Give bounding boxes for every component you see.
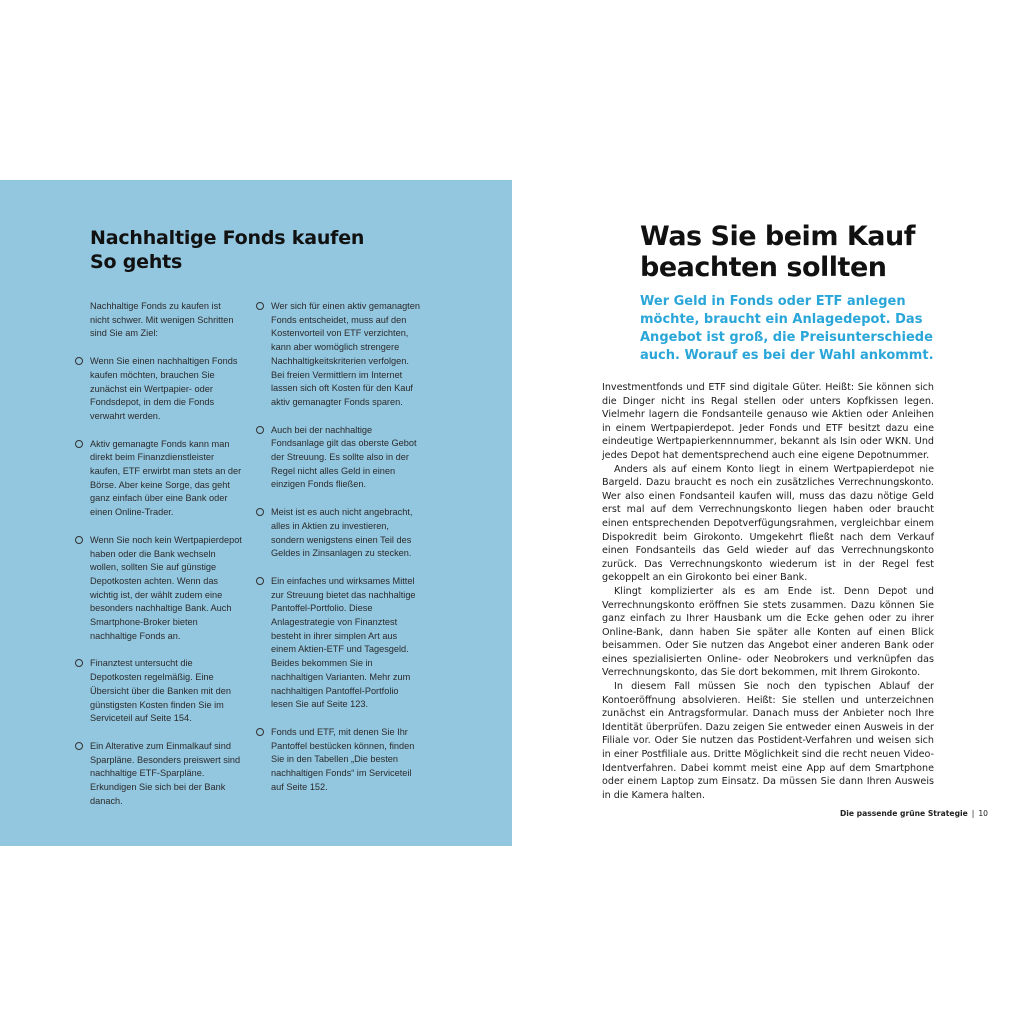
checklist-item <box>271 300 423 410</box>
article-paragraph: Investmentfonds und ETF sind digitale Güter. Heißt: Sie können sich die Dinger nicht ins Regal stellen oder unters Kopfkissen legen. Vielmehr lagern die Fondsanteile genauso wie Aktien oder Anleihen in einem Wertpapierdepot. Jeder Fonds und ETF besitzt dazu eine eindeutige Wertpapierkennnummer, bekannt als Isin oder WKN. Und jedes Depot hat dementsprechend auch eine eigene Depotnummer. <box>602 382 934 461</box>
checklist-item <box>271 506 423 561</box>
info-box-column-2 <box>271 300 423 809</box>
footer-section-title: Die passende grüne Strategie <box>839 809 968 818</box>
circle-bullet-icon <box>75 440 83 448</box>
checklist-item-text: Ein Alterative zum Einmalkauf sind Sparpläne. Besonders preiswert sind nachhaltige ETF-Sparpläne. Erkundigen Sie sich bei der Bank danach. <box>90 740 241 806</box>
circle-bullet-icon <box>256 728 264 736</box>
article-body <box>602 381 934 802</box>
info-box-heading <box>90 226 450 274</box>
checklist-item-text: Meist ist es auch nicht angebracht, alles in Aktien zu investieren, sondern wenigstens einen Teil des Geldes in Zinsanlagen zu stecken. <box>271 507 413 559</box>
info-box-column-1 <box>90 300 242 823</box>
checklist-item <box>271 575 423 712</box>
checklist-item <box>90 355 242 424</box>
checklist-item <box>90 438 242 520</box>
page-number: 10 <box>978 809 988 818</box>
page-footer <box>840 809 988 818</box>
checklist-item-text: Auch bei der nachhaltige Fondsanlage gilt das oberste Gebot der Streuung. Es sollte also in der Regel nicht alles Geld in einen einzigen Fonds fließen. <box>271 424 417 490</box>
circle-bullet-icon <box>256 426 264 434</box>
checklist-item-text: Wer sich für einen aktiv gemanagten Fonds entscheidet, muss auf den Kostenvorteil von ETF verzichten, kann aber womöglich strengere Nachhaltigkeitskriterien verfolgen. Bei freien Vermittlern im Internet lassen sich oft Kosten für den Kauf aktiv gemanagter Fonds sparen. <box>271 301 420 407</box>
info-box-heading-line-1: Nachhaltige Fonds kaufen <box>90 227 365 249</box>
circle-bullet-icon <box>75 742 83 750</box>
info-box-intro: Nachhaltige Fonds zu kaufen ist nicht schwer. Mit wenigen Schritten sind Sie am Ziel: <box>90 301 234 339</box>
circle-bullet-icon <box>256 302 264 310</box>
article-heading-line-1: Was Sie beim Kauf <box>640 221 915 252</box>
checklist-item <box>271 424 423 493</box>
article-heading-line-2: beachten sollten <box>640 252 887 283</box>
checklist-item-text: Wenn Sie einen nachhaltigen Fonds kaufen möchten, brauchen Sie zunächst ein Wertpapier- oder Fondsdepot, in dem die Fonds verwahrt werden. <box>90 356 238 421</box>
article-lead: Wer Geld in Fonds oder ETF anlegen möchte, braucht ein Anlagedepot. Das Angebot ist groß, die Preisunterschiede auch. Worauf es bei der Wahl ankommt. <box>640 294 934 363</box>
checklist-item <box>271 726 423 795</box>
checklist-item-text: Finanztest untersucht die Depotkosten regelmäßig. Eine Übersicht über die Banken mit den günstigsten Kosten finden Sie im Serviceteil auf Seite 154. <box>90 658 231 724</box>
info-box-heading-line-2: So gehts <box>90 251 183 273</box>
checklist-item-text: Aktiv gemanagte Fonds kann man direkt beim Finanzdienstleister kaufen, ETF erwirbt man stets an der Börse. Aber keine Sorge, das geht ganz einfach über eine Bank oder einen Online-Trader. <box>90 438 242 518</box>
checklist-item-text: Ein einfaches und wirksames Mittel zur Streuung bietet das nachhaltige Pantoffel-Portfolio. Diese Anlagestrategie von Finanztest besteht in ihrer simplen Art aus einem Aktien-ETF und Tagesgeld. Beides bekommen Sie in nachhaltigen Varianten. Mehr zum nachhaltigen Pantoffel-Portfolio lesen Sie auf Seite 123. <box>271 575 416 710</box>
article-paragraph: Klingt komplizierter als es am Ende ist. Denn Depot und Verrechnungskonto eröffnen Sie stets zusammen. Dazu können Sie ganz einfach zu Ihrer Hausbank um die Ecke gehen oder zu ihrer Online-Bank, dann haben Sie später alle Konten auf einen Blick beisammen. Oder Sie nutzen das Angebot einer anderen Bank oder eines spezialisierten Online- oder Neobrokers und verknüpfen das Verrechnungskonto, das Sie dort bekommen, mit Ihrem Girokonto. <box>602 585 934 679</box>
article-heading <box>640 221 970 283</box>
checklist-item <box>90 740 242 809</box>
checklist-item-text: Fonds und ETF, mit denen Sie Ihr Pantoffel bestücken können, finden Sie in den Tabellen „Die besten nachhaltigen Fonds“ im Serviceteil auf Seite 152. <box>271 726 415 792</box>
circle-bullet-icon <box>75 536 83 544</box>
footer-separator: | <box>971 809 975 818</box>
article-paragraph: In diesem Fall müssen Sie noch den typischen Ablauf der Kontoeröffnung absolvieren. Heißt: Sie stellen und unterzeichnen zunächst ein Antragsformular. Danach muss der Anbieter noch Ihre Identität überprüfen. Dazu zeigen Sie entweder einen Ausweis in der Filiale vor. Oder Sie nutzen das Postident-Verfahren und weisen sich in einer Postfiliale aus. Dritte Möglichkeit sind die recht neuen Video-Identverfahren. Dabei kommt meist eine App auf dem Smartphone oder einem Laptop zum Einsatz. Da müssen Sie dann Ihren Ausweis in die Kamera halten. <box>602 681 934 801</box>
checklist-item <box>90 657 242 726</box>
checklist-item <box>90 534 242 644</box>
checklist-item-text: Wenn Sie noch kein Wertpapierdepot haben oder die Bank wechseln wollen, sollten Sie auf günstige Depotkosten achten. Wenn das wichtig ist, der wählt zudem eine besonders nachhaltige Bank. Auch Smartphone-Broker bieten nachhaltige Fonds an. <box>90 534 242 641</box>
article-paragraph: Anders als auf einem Konto liegt in einem Wertpapierdepot nie Bargeld. Dazu braucht es noch ein zusätzliches Verrechnungskonto. Wer also einen Fondsanteil kaufen will, muss das dazu nötige Geld erst mal auf dem Verrechnungskonto liegen haben oder braucht einen entsprechenden Depotverfügungsrahmen, vergleichbar einem Dispokredit beim Girokonto. Umgekehrt fließt nach dem Verkauf einen Fondsanteils das Geld wieder auf das Verrechnungskonto zurück. Das Verrechnungskonto wiederum ist in der Regel fest gekoppelt an ein Girokonto bei einer Bank. <box>602 463 934 584</box>
circle-bullet-icon <box>256 577 264 585</box>
